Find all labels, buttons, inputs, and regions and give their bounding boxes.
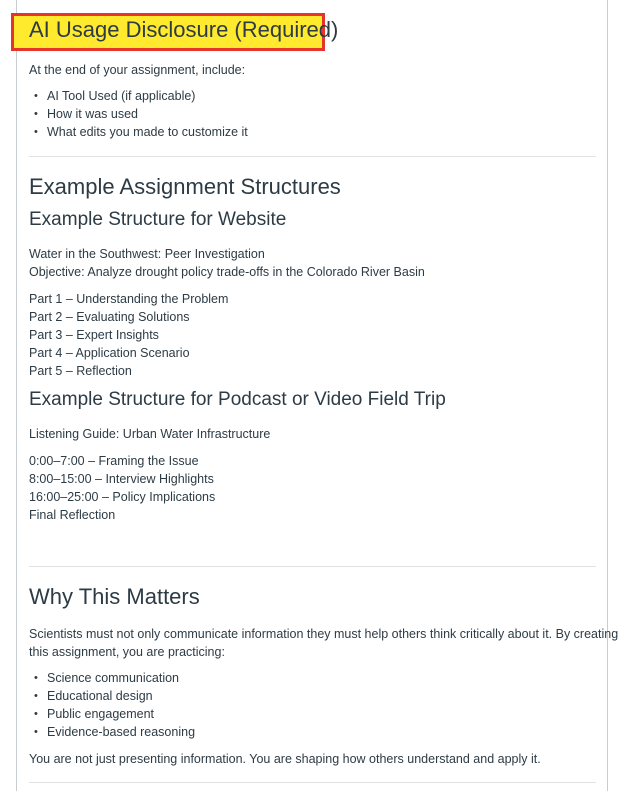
why-closing: You are not just presenting information. You are shaping how others understand and apply it.: [29, 752, 541, 766]
list-item: • AI Tool Used (if applicable): [29, 87, 248, 105]
structures-heading: Example Assignment Structures: [29, 174, 341, 199]
segment-line: 8:00–15:00 – Interview Highlights: [29, 472, 214, 486]
part-line: Part 2 – Evaluating Solutions: [29, 310, 190, 324]
list-item: • Public engagement: [29, 705, 195, 723]
podcast-heading: Example Structure for Podcast or Video Field Trip: [29, 389, 446, 410]
why-paragraph-line2: this assignment, you are practicing:: [29, 645, 225, 659]
right-border: [607, 0, 608, 791]
why-heading: Why This Matters: [29, 584, 200, 609]
part-line: Part 4 – Application Scenario: [29, 346, 190, 360]
divider: [29, 566, 596, 567]
divider: [29, 156, 596, 157]
left-border: [16, 0, 17, 791]
why-paragraph-line1: Scientists must not only communicate information they must help others think critically about it. By creating: [29, 627, 619, 641]
segment-line: 16:00–25:00 – Policy Implications: [29, 490, 216, 504]
list-item: • Evidence-based reasoning: [29, 723, 195, 741]
list-item: • Science communication: [29, 669, 195, 687]
list-item: • How it was used: [29, 105, 248, 123]
website-title-line: Water in the Southwest: Peer Investigation: [29, 247, 265, 261]
divider: [29, 782, 596, 783]
podcast-guide-line: Listening Guide: Urban Water Infrastructure: [29, 427, 271, 441]
website-objective-line: Objective: Analyze drought policy trade-offs in the Colorado River Basin: [29, 265, 425, 279]
part-line: Part 3 – Expert Insights: [29, 328, 159, 342]
part-line: Part 5 – Reflection: [29, 364, 132, 378]
website-heading: Example Structure for Website: [29, 209, 287, 230]
disclosure-intro: At the end of your assignment, include:: [29, 63, 246, 77]
podcast-segments: [29, 452, 215, 524]
segment-line: Final Reflection: [29, 508, 116, 522]
segment-line: 0:00–7:00 – Framing the Issue: [29, 454, 199, 468]
disclosure-heading: AI Usage Disclosure (Required): [29, 17, 339, 42]
disclosure-list: [29, 87, 248, 141]
list-item: • What edits you made to customize it: [29, 123, 248, 141]
part-line: Part 1 – Understanding the Problem: [29, 292, 229, 306]
list-item: • Educational design: [29, 687, 195, 705]
why-list: [29, 669, 195, 741]
website-parts: [29, 290, 228, 380]
